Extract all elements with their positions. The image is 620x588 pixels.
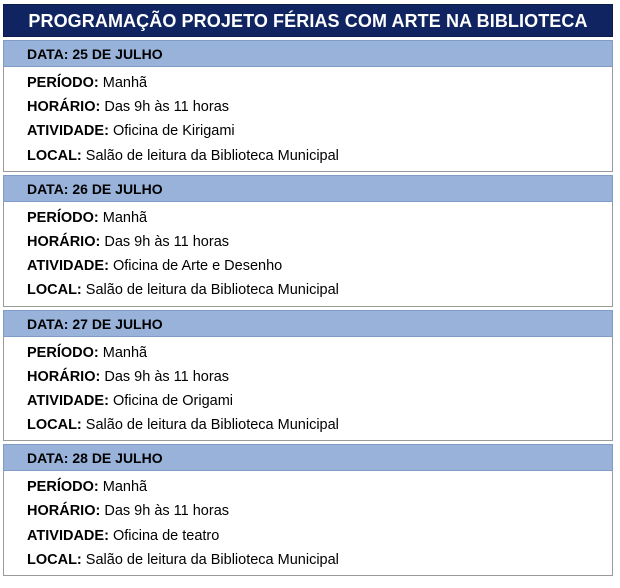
atividade-row [27, 254, 612, 278]
atividade-value: Oficina de Origami [112, 392, 234, 409]
horario-row [27, 365, 612, 389]
schedule-title: PROGRAMAÇÃO PROJETO FÉRIAS COM ARTE NA BIBLIOTECA [3, 4, 613, 37]
entry-details [3, 471, 613, 576]
entry-details [3, 67, 613, 172]
entry-details [3, 337, 613, 442]
periodo-value: Manhã [102, 344, 148, 361]
local-row [27, 413, 612, 437]
periodo-row [27, 71, 612, 95]
schedule-entry-4 [3, 444, 613, 576]
periodo-label: PERÍODO: [27, 75, 99, 91]
periodo-value: Manhã [102, 209, 148, 226]
horario-row [27, 499, 612, 523]
horario-value: Das 9h às 11 horas [104, 368, 230, 385]
atividade-value: Oficina de Arte e Desenho [112, 258, 283, 275]
schedule-entry-1 [3, 40, 613, 172]
periodo-value: Manhã [102, 479, 148, 496]
local-label: LOCAL: [27, 551, 82, 568]
schedule-entry-3 [3, 310, 613, 442]
schedule-entry-2 [3, 175, 613, 307]
atividade-label: ATIVIDADE: [27, 123, 109, 140]
date-header: DATA: 27 DE JULHO [3, 310, 613, 337]
horario-label: HORÁRIO: [27, 368, 101, 385]
schedule-document [3, 4, 613, 576]
local-label: LOCAL: [27, 282, 82, 299]
periodo-label: PERÍODO: [27, 479, 99, 496]
horario-row [27, 95, 612, 119]
local-label: LOCAL: [27, 417, 82, 434]
atividade-label: ATIVIDADE: [27, 258, 109, 275]
local-value: Salão de leitura da Biblioteca Municipal [85, 282, 339, 299]
local-row [27, 144, 612, 168]
atividade-value: Oficina de Kirigami [112, 123, 235, 140]
periodo-row [27, 475, 612, 499]
atividade-value: Oficina de teatro [112, 527, 220, 544]
horario-label: HORÁRIO: [27, 99, 101, 116]
local-row [27, 278, 612, 302]
local-value: Salão de leitura da Biblioteca Municipal [85, 551, 339, 568]
horario-value: Das 9h às 11 horas [104, 503, 230, 520]
atividade-row [27, 524, 612, 548]
horario-label: HORÁRIO: [27, 503, 101, 520]
horario-label: HORÁRIO: [27, 233, 101, 250]
atividade-row [27, 389, 612, 413]
entry-details [3, 202, 613, 307]
horario-value: Das 9h às 11 horas [104, 233, 230, 250]
periodo-row [27, 206, 612, 230]
local-value: Salão de leitura da Biblioteca Municipal [85, 147, 339, 164]
atividade-row [27, 119, 612, 143]
periodo-row [27, 341, 612, 365]
date-header: DATA: 25 DE JULHO [3, 40, 613, 67]
horario-row [27, 230, 612, 254]
atividade-label: ATIVIDADE: [27, 527, 109, 544]
periodo-label: PERÍODO: [27, 344, 99, 361]
local-label: LOCAL: [27, 147, 82, 164]
horario-value: Das 9h às 11 horas [104, 99, 230, 116]
local-value: Salão de leitura da Biblioteca Municipal [85, 417, 339, 434]
local-row [27, 548, 612, 572]
periodo-value: Manhã [102, 75, 148, 91]
date-header: DATA: 26 DE JULHO [3, 175, 613, 202]
periodo-label: PERÍODO: [27, 209, 99, 226]
atividade-label: ATIVIDADE: [27, 392, 109, 409]
date-header: DATA: 28 DE JULHO [3, 444, 613, 471]
